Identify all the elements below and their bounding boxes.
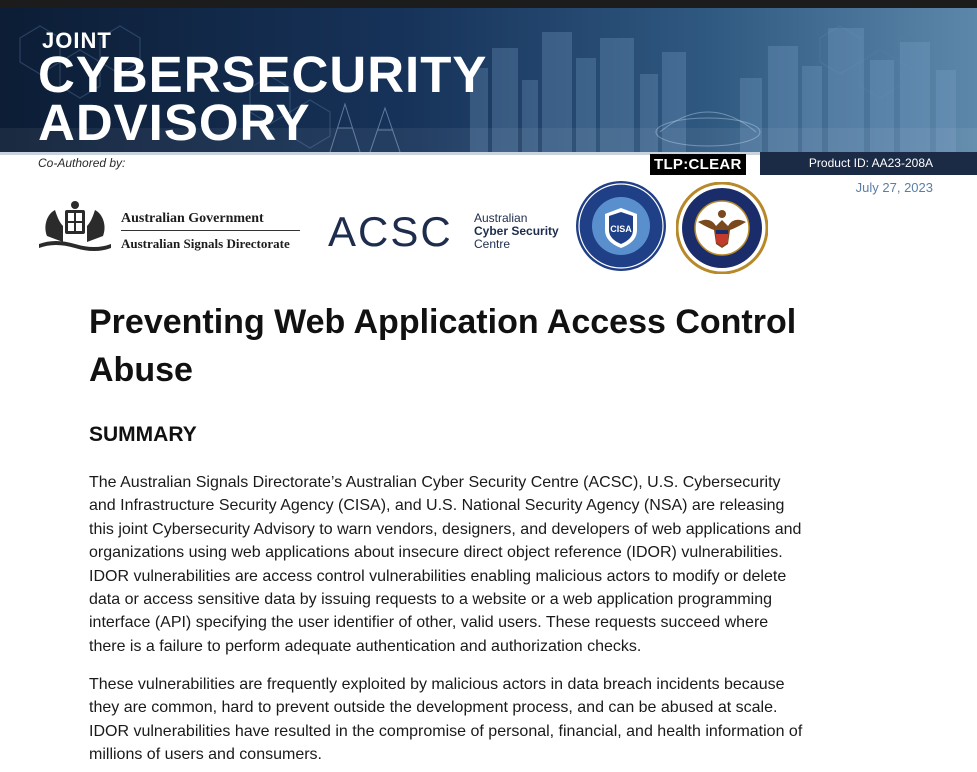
text-line: IDOR vulnerabilities are access control vulnerabilities enabling malicious actors to modify or delete (89, 567, 787, 585)
text-line: interface (API) specifying the user identifier of other, valid users. These requests succeed where (89, 614, 769, 632)
text-line: there is a failure to perform adequate authentication and authorization checks. (89, 637, 642, 655)
advisory-title (89, 298, 889, 394)
acsc-wordmark-logo (328, 210, 468, 252)
title-line: Abuse (89, 351, 193, 389)
tlp-badge: TLP:CLEAR (650, 154, 746, 175)
australian-government-label: Australian Government (121, 211, 264, 226)
text-line: These vulnerabilities are frequently exploited by malicious actors in data breach incidents because (89, 676, 785, 693)
australian-coat-of-arms-logo (35, 196, 115, 254)
banner-cybersecurity-label: CYBERSECURITY (38, 46, 488, 103)
acsc-line-1: Australian (474, 211, 528, 225)
text-line: data or access sensitive data by issuing requests to a website or a web application programming (89, 591, 773, 609)
text-line: they are common, hard to prevent outside the development process, and can be abused at scale. (89, 699, 778, 717)
asd-logo-divider (121, 230, 300, 231)
top-edge-bar (0, 0, 977, 8)
summary-heading: SUMMARY (89, 423, 197, 446)
title-line: Preventing Web Application Access Control (89, 303, 797, 341)
advisory-banner (0, 8, 977, 152)
australian-signals-directorate-label: Australian Signals Directorate (121, 236, 290, 251)
acsc-line-2: Cyber Security (474, 224, 559, 238)
text-line: The Australian Signals Directorate’s Australian Cyber Security Centre (ACSC), U.S. Cybersecurity (89, 474, 781, 491)
cisa-center-text: CISA (610, 224, 632, 234)
publication-date: July 27, 2023 (855, 180, 933, 195)
banner-advisory-label: ADVISORY (38, 94, 311, 151)
text-line: IDOR vulnerabilities have resulted in the compromise of personal, financial, and health information of (89, 722, 803, 740)
acsc-wordmark-text: ACSC (328, 210, 453, 252)
acsc-line-3: Centre (474, 237, 511, 251)
text-line: millions of users and consumers. (89, 746, 322, 764)
summary-paragraph-2 (89, 673, 899, 767)
text-line: organizations using web applications about insecure direct object reference (IDOR) vulnerabilities. (89, 544, 783, 562)
co-authored-label: Co-Authored by: (38, 156, 126, 170)
cisa-seal-logo (575, 180, 667, 272)
product-id-bar (760, 152, 977, 175)
product-id: Product ID: AA23-208A (808, 156, 933, 170)
text-line: this joint Cybersecurity Advisory to warn vendors, designers, and developers of web applications and (89, 520, 802, 538)
text-line: and Infrastructure Security Agency (CISA), and U.S. National Security Agency (NSA) are releasing (89, 497, 785, 515)
banner-joint-label: JOINT (42, 28, 112, 53)
nsa-seal-logo (676, 182, 768, 274)
summary-paragraph-1 (89, 471, 899, 658)
